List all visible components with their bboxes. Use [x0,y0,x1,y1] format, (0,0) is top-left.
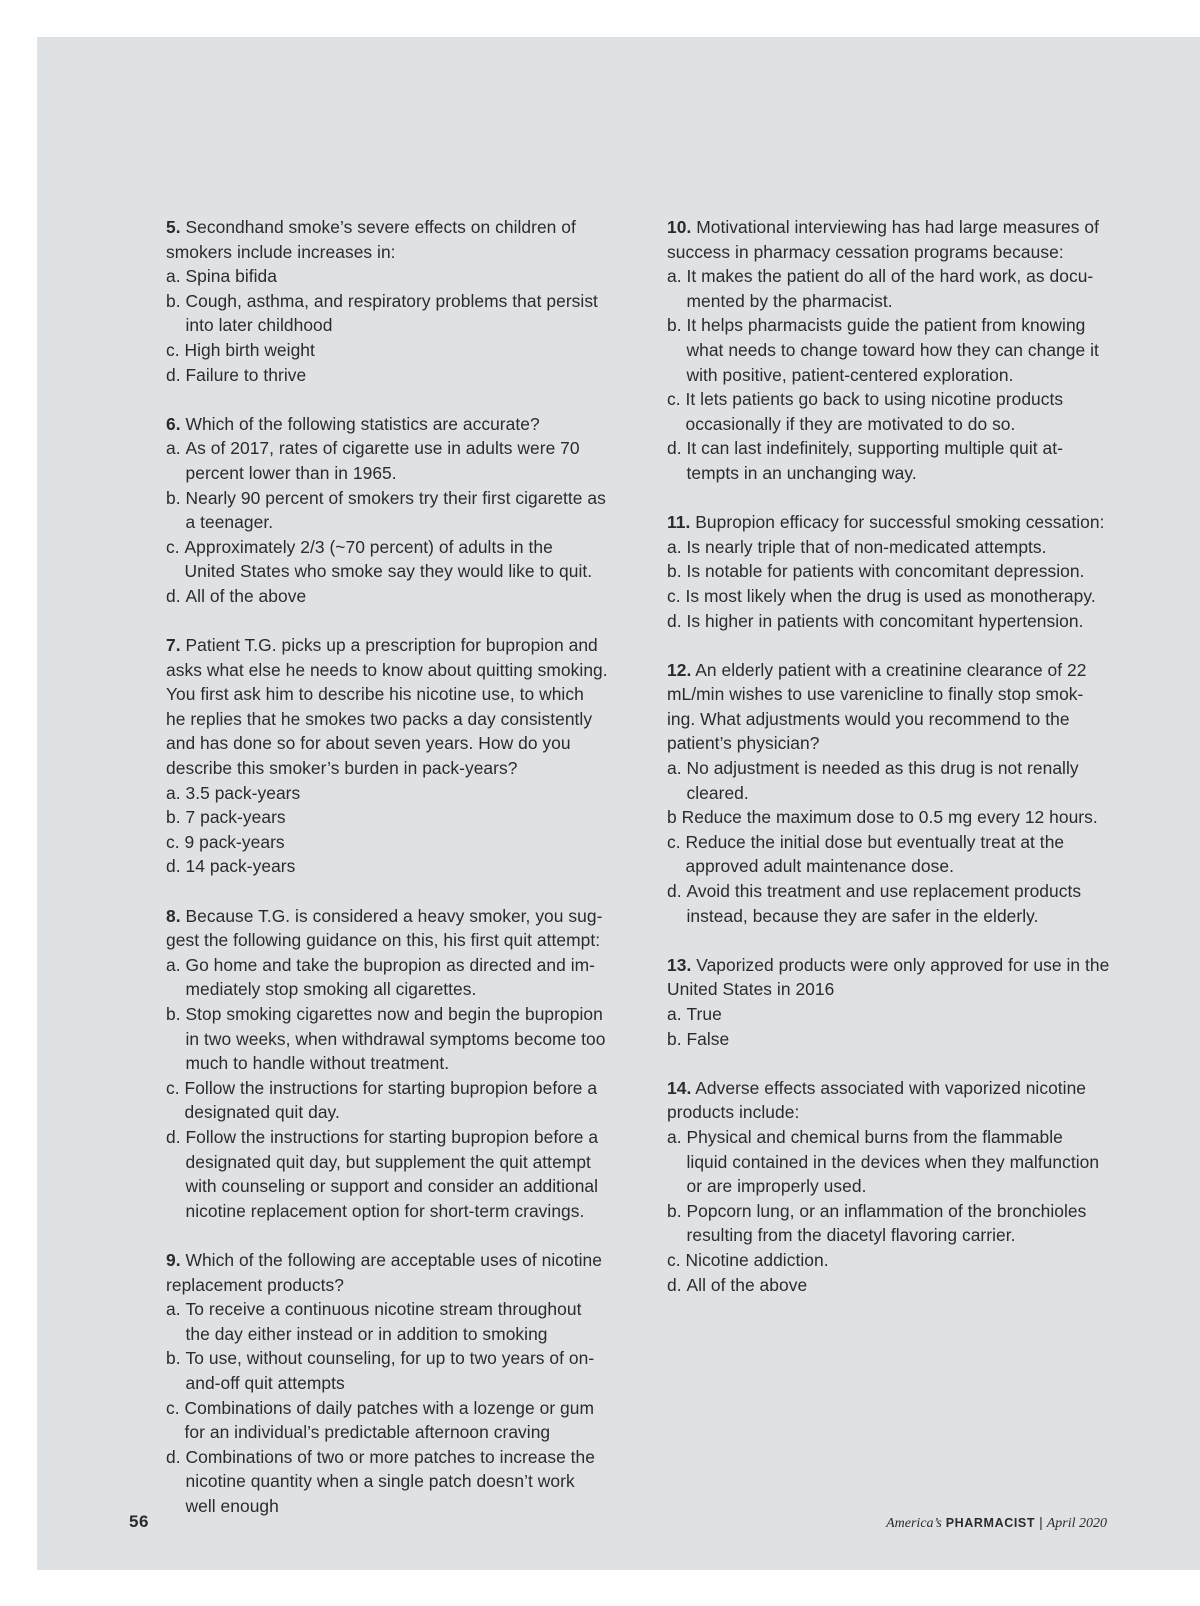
option-line: Reduce the maximum dose to 0.5 mg every 12 hours. [681,807,1098,828]
answer-option [166,1396,650,1445]
option-text [686,387,1064,436]
option-text [186,584,307,609]
question-stem-text: success in pharmacy cessation programs because: [667,241,1064,262]
option-marker: b. [667,561,687,582]
question-stem-text: Motivational interviewing has had large measures of [696,217,1099,237]
option-line: what needs to change toward how they can change it [686,339,1099,360]
question-stem-line [667,240,1147,265]
option-text [687,559,1085,584]
question-stem-line [166,928,650,953]
question-stem-line [166,682,650,707]
option-text [186,953,596,1002]
option-line: Physical and chemical burns from the flammable [686,1126,1063,1147]
question-stem-text: he replies that he smokes two packs a day consistently [166,708,593,729]
question-stem-line [166,658,650,683]
answer-option [667,1248,1147,1273]
option-line: 3.5 pack-years [185,782,301,803]
option-text [186,436,580,485]
answer-option [667,1273,1147,1298]
option-marker: c. [667,585,686,606]
option-text [686,830,1065,879]
option-text [185,830,285,855]
option-marker: a. [166,438,186,459]
option-line: Is notable for patients with concomitant depression. [686,561,1085,582]
question-block [166,1248,650,1519]
option-line: No adjustment is needed as this drug is not renally [686,758,1079,779]
option-line: Combinations of daily patches with a lozenge or gum [184,1397,595,1418]
issue-date: April 2020 [1046,1516,1107,1531]
answer-option [166,436,650,485]
option-text [687,756,1079,805]
option-line: Follow the instructions for starting bupropion before a [185,1126,599,1147]
question-block [667,510,1147,633]
question-stem-line [667,977,1147,1002]
magazine-footer [886,1514,1107,1532]
option-line: Is nearly triple that of non-medicated attempts. [686,536,1047,557]
option-text [687,1273,808,1298]
answer-option [667,1199,1147,1248]
option-marker: d. [166,364,186,385]
question-stem-text: smokers include increases in: [166,241,396,262]
page-number: 56 [129,1512,149,1531]
option-line: All of the above [185,585,307,606]
option-marker: d. [166,1446,186,1467]
option-line: Stop smoking cigarettes now and begin the bupropion [185,1004,603,1024]
option-marker: d. [166,856,186,877]
option-line: Approximately 2/3 (~70 percent) of adults in the [184,536,553,557]
option-text [687,313,1099,387]
option-line: Avoid this treatment and use replacement products [686,881,1082,902]
question-block [667,658,1147,929]
option-line: Is most likely when the drug is used as monotherapy. [685,585,1096,606]
option-marker: a. [166,1299,186,1320]
option-text [687,879,1082,928]
option-line: Combinations of two or more patches to increase the [185,1446,596,1467]
answer-option [166,1346,650,1395]
answer-option [166,363,650,388]
option-text [186,264,278,289]
question-stem-text: Secondhand smoke’s severe effects on children of [185,217,576,237]
option-text [687,1125,1100,1199]
option-line: percent lower than in 1965. [185,462,397,483]
magazine-prefix: America’s [886,1516,942,1531]
option-text [185,1076,598,1125]
option-line: To use, without counseling, for up to two years of on- [185,1348,595,1369]
option-line: True [686,1004,722,1024]
answer-option [667,805,1147,830]
option-marker: b. [166,487,186,508]
option-line: for an individual’s predictable afternoon craving [184,1422,551,1443]
option-line: It lets patients go back to using nicotine products [685,389,1064,410]
question-block [667,953,1147,1051]
answer-option [166,805,650,830]
question-stem-line [667,953,1147,978]
option-marker: c. [667,831,686,852]
option-text [686,584,1096,609]
option-marker: d. [667,881,687,902]
option-line: It can last indefinitely, supporting multiple quit at- [686,438,1063,459]
option-marker: b. [166,1348,186,1369]
question-stem-line [166,215,650,240]
option-line: Follow the instructions for starting bupropion before a [184,1077,598,1098]
option-marker: b. [667,1200,687,1221]
question-stem-text: Vaporized products were only approved for use in the [696,954,1110,975]
answer-option [667,584,1147,609]
option-line: with counseling or support and consider an additional [185,1176,599,1197]
question-stem-text: patient’s physician? [667,733,820,754]
question-stem-line [166,904,650,929]
question-stem-line [667,1076,1147,1101]
answer-option [667,387,1147,436]
option-marker: a. [667,1126,687,1147]
option-line: As of 2017, rates of cigarette use in adults were 70 [185,438,580,459]
question-stem-text: Bupropion efficacy for successful smoking cessation: [695,512,1105,533]
option-marker: c. [667,1249,686,1270]
answer-option [166,338,650,363]
option-text [682,805,1098,830]
option-text [186,805,286,830]
magazine-name: PHARMACIST [945,1516,1036,1530]
question-stem-line [667,215,1147,240]
option-marker: a. [166,954,186,975]
question-stem-text: asks what else he needs to know about quitting smoking. [166,659,608,680]
option-line: Cough, asthma, and respiratory problems that persist [185,290,598,311]
option-line: 14 pack-years [185,856,296,877]
option-line: It helps pharmacists guide the patient from knowing [686,315,1086,336]
option-marker: c. [166,339,185,360]
answer-option [166,264,650,289]
option-line: resulting from the diacetyl flavoring carrier. [686,1225,1016,1246]
option-text [185,535,593,584]
option-marker: a. [667,758,687,779]
option-text [186,486,606,535]
option-marker: a. [667,1004,687,1024]
answer-option [667,609,1147,634]
answer-option [667,535,1147,560]
question-block [166,904,650,1224]
footer-separator: | [1039,1514,1043,1530]
option-marker: b. [667,1028,687,1049]
page-panel [37,37,1200,1570]
question-stem-line [667,707,1147,732]
question-block [166,633,650,879]
question-number: 6. [166,413,181,434]
option-line: the day either instead or in addition to smoking [185,1323,548,1344]
option-text [687,535,1047,560]
option-line: Is higher in patients with concomitant hypertension. [686,610,1084,631]
question-stem-line [667,682,1147,707]
question-number: 8. [166,905,181,926]
question-number: 11. [667,512,691,533]
option-line: High birth weight [184,339,315,360]
option-line: approved adult maintenance dose. [685,856,954,877]
answer-option [667,313,1147,387]
question-stem-text: describe this smoker’s burden in pack-years? [166,758,518,779]
option-marker: a. [166,266,186,287]
answer-option [166,953,650,1002]
question-stem-text: An elderly patient with a creatinine clearance of 22 [695,659,1087,680]
question-stem-text: Adverse effects associated with vaporized nicotine [695,1077,1087,1098]
answer-option [166,781,650,806]
option-line: cleared. [686,782,749,803]
question-stem-text: replacement products? [166,1274,344,1295]
answer-option [667,830,1147,879]
answer-option [667,559,1147,584]
option-line: mented by the pharmacist. [686,290,893,311]
option-marker: d. [166,1126,186,1147]
option-marker: b. [166,290,186,311]
option-line: 9 pack-years [184,831,285,852]
right-column [667,215,1147,1322]
option-text [186,1002,606,1076]
option-marker: d. [667,438,687,459]
option-line: with positive, patient-centered exploration. [686,364,1014,385]
answer-option [667,1125,1147,1199]
option-line: All of the above [686,1274,808,1295]
option-marker: a. [166,782,186,803]
option-marker: d. [667,610,687,631]
answer-option [166,584,650,609]
question-stem-text: products include: [667,1102,800,1123]
option-line: occasionally if they are motivated to do so. [685,413,1016,434]
option-line: Popcorn lung, or an inflammation of the bronchioles [686,1200,1087,1221]
option-marker: a. [667,536,687,557]
option-text [687,436,1063,485]
option-line: designated quit day, but supplement the quit attempt [185,1151,591,1172]
option-line: It makes the patient do all of the hard work, as docu- [686,266,1094,287]
option-text [687,1027,730,1052]
answer-option [667,1027,1147,1052]
question-stem-line [667,658,1147,683]
option-line: Nearly 90 percent of smokers try their first cigarette as [185,487,606,508]
option-marker: c. [166,1077,185,1098]
question-number: 10. [667,217,692,237]
option-line: Failure to thrive [185,364,307,385]
answer-option [166,289,650,338]
question-stem-line [166,240,650,265]
answer-option [166,1076,650,1125]
option-text [186,363,307,388]
question-block [166,412,650,609]
option-line: To receive a continuous nicotine stream throughout [185,1299,582,1320]
option-text [186,1445,596,1519]
question-stem-line [166,756,650,781]
option-line: a teenager. [185,512,274,533]
option-text [686,1248,829,1273]
option-marker: d. [166,585,186,606]
option-marker: b. [166,807,186,828]
question-number: 13. [667,954,692,975]
option-text [185,338,315,363]
question-number: 7. [166,635,181,656]
answer-option [166,1297,650,1346]
option-line: well enough [185,1495,279,1516]
option-marker: b. [667,315,687,336]
option-text [687,609,1084,634]
option-line: False [686,1028,730,1049]
option-marker: d. [667,1274,687,1295]
option-text [186,289,598,338]
question-stem-line [166,1248,650,1273]
option-marker: c. [166,536,185,557]
answer-option [166,1125,650,1223]
question-stem-line [166,731,650,756]
question-stem-line [166,633,650,658]
question-stem-line [667,1100,1147,1125]
answer-option [166,1002,650,1076]
option-marker: b [667,807,682,828]
question-stem-text: Which of the following are acceptable uses of nicotine [185,1249,602,1270]
question-number: 14. [667,1077,692,1098]
answer-option [667,436,1147,485]
question-stem-text: Which of the following statistics are accurate? [185,413,540,434]
option-line: into later childhood [185,315,333,336]
question-stem-text: You first ask him to describe his nicotine use, to which [166,684,584,705]
option-text [186,781,301,806]
question-stem-text: United States in 2016 [667,979,835,1000]
option-text [185,1396,595,1445]
answer-option [166,486,650,535]
option-marker: c. [166,831,185,852]
left-column [166,215,650,1543]
option-line: in two weeks, when withdrawal symptoms become too [185,1028,606,1049]
question-stem-line [667,510,1147,535]
question-stem-line [166,707,650,732]
answer-option [166,535,650,584]
option-line: 7 pack-years [185,807,286,828]
answer-option [667,264,1147,313]
question-stem-text: mL/min wishes to use varenicline to finally stop smok- [667,684,1084,705]
answer-option [166,854,650,879]
option-text [186,1297,582,1346]
option-line: designated quit day. [184,1102,340,1123]
question-number: 5. [166,217,181,237]
question-number: 12. [667,659,692,680]
option-marker: b. [166,1004,186,1024]
question-stem-text: and has done so for about seven years. How do you [166,733,571,754]
option-text [687,1199,1087,1248]
option-line: instead, because they are safer in the elderly. [686,905,1039,926]
option-line: Reduce the initial dose but eventually treat at the [685,831,1065,852]
option-line: Go home and take the bupropion as directed and im- [185,954,595,975]
question-block [166,215,650,387]
option-line: much to handle without treatment. [185,1053,450,1074]
question-stem-text: gest the following guidance on this, his first quit attempt: [166,930,601,951]
option-text [687,1002,722,1027]
option-marker: c. [166,1397,185,1418]
question-stem-text: Because T.G. is considered a heavy smoker, you sug- [185,905,603,926]
answer-option [667,879,1147,928]
question-stem-text: ing. What adjustments would you recommend to the [667,708,1070,729]
option-text [186,1125,599,1223]
option-line: tempts in an unchanging way. [686,462,917,483]
option-line: mediately stop smoking all cigarettes. [185,979,477,1000]
answer-option [166,830,650,855]
option-text [186,854,296,879]
option-line: liquid contained in the devices when they malfunction [686,1151,1100,1172]
question-block [667,215,1147,486]
question-number: 9. [166,1249,181,1270]
question-stem-line [667,731,1147,756]
answer-option [667,1002,1147,1027]
question-stem-line [166,1273,650,1298]
option-text [186,1346,595,1395]
question-stem-text: Patient T.G. picks up a prescription for bupropion and [185,635,598,656]
option-line: or are improperly used. [686,1176,867,1197]
option-line: nicotine replacement option for short-term cravings. [185,1200,585,1221]
option-line: nicotine quantity when a single patch doesn’t work [185,1471,575,1492]
option-marker: a. [667,266,687,287]
option-marker: c. [667,389,686,410]
answer-option [166,1445,650,1519]
question-stem-line [166,412,650,437]
answer-option [667,756,1147,805]
option-text [687,264,1094,313]
option-line: Spina bifida [185,266,277,287]
option-line: Nicotine addiction. [685,1249,829,1270]
question-block [667,1076,1147,1297]
option-line: and-off quit attempts [185,1372,345,1393]
option-line: United States who smoke say they would like to quit. [184,561,593,582]
